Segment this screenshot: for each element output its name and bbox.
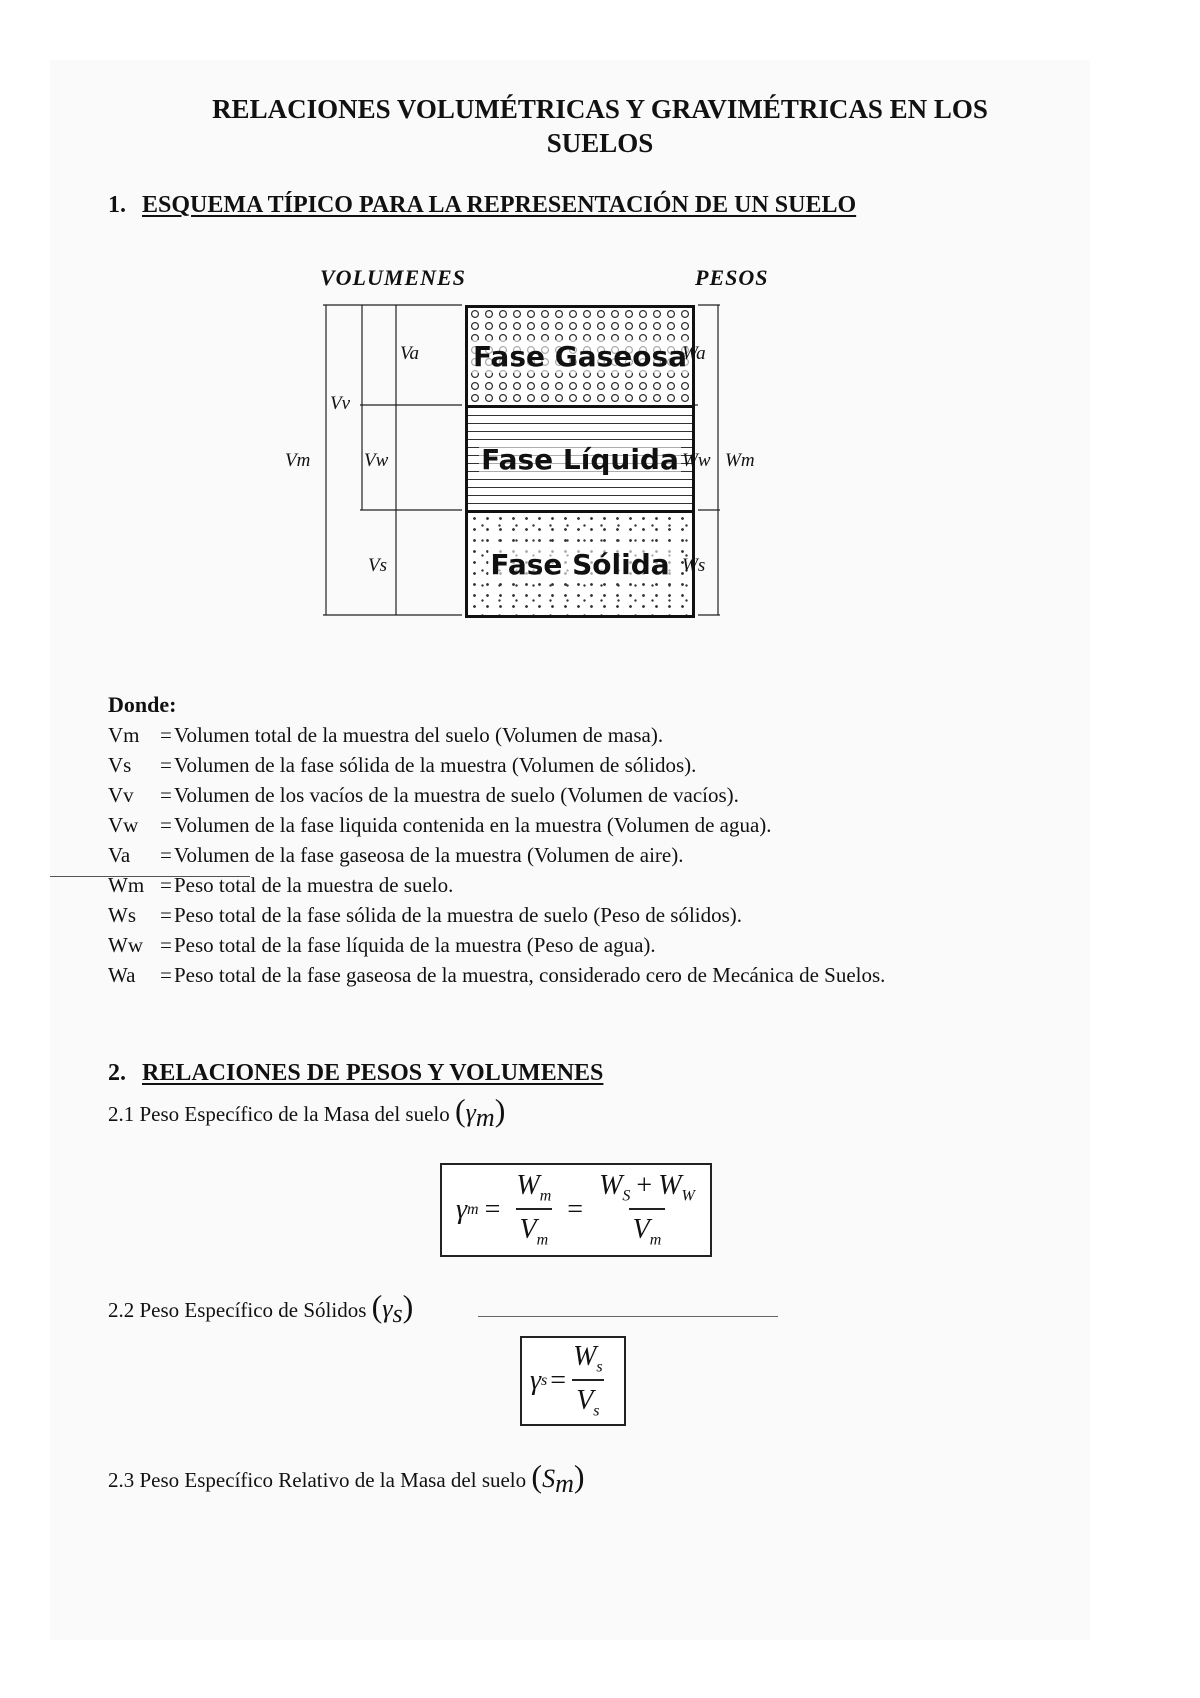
- f1-fraction-2: [595, 1170, 699, 1249]
- gas-phase-box: [465, 305, 695, 408]
- f2-gamma: γ: [530, 1365, 542, 1396]
- f2-fraction: [569, 1341, 607, 1420]
- sym-v: V: [519, 1214, 537, 1245]
- definition-row: [108, 750, 1068, 780]
- paren-close: ): [402, 1288, 414, 1324]
- sym-v: V: [576, 1385, 594, 1416]
- def-text: Volumen de la fase liquida contenida en la muestra (Volumen de agua).: [174, 813, 772, 837]
- label-vs: Vs: [368, 555, 387, 576]
- paren-open: (: [455, 1092, 466, 1128]
- s-symbol: S: [542, 1464, 556, 1493]
- def-text: Peso total de la fase sólida de la muestra de suelo (Peso de sólidos).: [174, 903, 743, 927]
- scan-line: [478, 1316, 778, 1317]
- liquid-phase-label: Fase Líquida: [481, 442, 679, 476]
- def-text: Volumen de los vacíos de la muestra de suelo (Volumen de vacíos).: [174, 783, 739, 807]
- section-1-title: ESQUEMA TÍPICO PARA LA REPRESENTACIÓN DE UN SUELO: [142, 192, 857, 218]
- f2-eq: =: [550, 1365, 567, 1396]
- paren-close: ): [573, 1458, 585, 1494]
- definitions-list: [108, 720, 1068, 990]
- def-text: Volumen de la fase gaseosa de la muestra (Volumen de aire).: [174, 843, 684, 867]
- f2-num: [569, 1341, 607, 1379]
- sub-m: m: [475, 1103, 495, 1133]
- paren-open: (: [531, 1458, 543, 1494]
- subsection-2-2: [108, 1288, 414, 1329]
- formula-box-gamma-s: [520, 1336, 626, 1426]
- volumes-label: VOLUMENES: [320, 265, 466, 290]
- sub-w: W: [681, 1188, 695, 1205]
- definition-row: [108, 810, 1068, 840]
- def-equals: =: [160, 873, 172, 897]
- definition-row: [108, 840, 1068, 870]
- def-equals: =: [160, 723, 172, 747]
- def-equals: =: [160, 933, 172, 957]
- f1-den-2: [629, 1208, 666, 1250]
- def-equals: =: [160, 753, 172, 777]
- def-symbol: Va: [108, 843, 131, 867]
- subsection-2-1-text: 2.1 Peso Específico de la Masa del suelo: [108, 1102, 450, 1126]
- sym-v: V: [632, 1214, 650, 1245]
- def-symbol: Wm: [108, 873, 145, 897]
- plus: +: [636, 1170, 653, 1202]
- sym-w: W: [658, 1170, 682, 1202]
- def-symbol: Vs: [108, 753, 132, 777]
- f1-eq-2: =: [567, 1194, 584, 1225]
- document-title: [0, 92, 1200, 160]
- label-vv: Vv: [330, 393, 351, 414]
- def-symbol: Wa: [108, 963, 136, 987]
- def-equals: =: [160, 843, 172, 867]
- sym-w: W: [599, 1170, 623, 1202]
- solid-phase-box: [465, 510, 695, 618]
- def-equals: =: [160, 963, 172, 987]
- def-symbol: Ws: [108, 903, 136, 927]
- sym-w: W: [573, 1341, 597, 1373]
- f1-gamma: γ: [456, 1194, 468, 1225]
- gamma-symbol: γ: [382, 1294, 393, 1323]
- f1-den-1: [516, 1208, 553, 1250]
- section-1-heading: [108, 190, 856, 220]
- title-line-1: RELACIONES VOLUMÉTRICAS Y GRAVIMÉTRICAS EN LOS: [212, 94, 988, 124]
- sub-m: m: [555, 1469, 574, 1499]
- definition-row: [108, 960, 1068, 990]
- subsection-2-3-text: 2.3 Peso Específico Relativo de la Masa del suelo: [108, 1468, 527, 1492]
- subsection-2-3: [108, 1458, 585, 1499]
- section-2-number: 2.: [108, 1060, 126, 1086]
- f1-sub-m: m: [467, 1201, 479, 1218]
- paren-close: ): [494, 1092, 506, 1128]
- gas-phase-label: Fase Gaseosa: [472, 340, 688, 373]
- liquid-phase-box: [465, 405, 695, 513]
- f1-eq-1: =: [484, 1194, 501, 1225]
- weights-label: PESOS: [695, 265, 769, 290]
- label-ws: Ws: [682, 555, 706, 576]
- soil-phase-diagram: [285, 265, 800, 675]
- def-text: Peso total de la fase líquida de la muestra (Peso de agua).: [174, 933, 656, 957]
- sub-m: m: [536, 1231, 549, 1249]
- definition-row: [108, 930, 1068, 960]
- def-symbol: Vv: [108, 783, 134, 807]
- subsection-2-2-text: 2.2 Peso Específico de Sólidos: [108, 1298, 367, 1322]
- f2-den: [572, 1379, 603, 1421]
- def-symbol: Vm: [108, 723, 140, 747]
- def-text: Peso total de la muestra de suelo.: [174, 873, 454, 897]
- sub-s: s: [593, 1402, 600, 1420]
- gamma-symbol: γ: [465, 1098, 476, 1127]
- sub-m: m: [649, 1231, 662, 1249]
- def-equals: =: [160, 783, 172, 807]
- label-va: Va: [400, 343, 419, 364]
- f1-num-2: [595, 1170, 699, 1208]
- definition-row: [108, 870, 1068, 900]
- section-2-title: RELACIONES DE PESOS Y VOLUMENES: [142, 1060, 604, 1086]
- f2-sub-s: s: [541, 1372, 548, 1389]
- definition-row: [108, 900, 1068, 930]
- def-text: Volumen total de la muestra del suelo (Volumen de masa).: [174, 723, 664, 747]
- f1-fraction-1: [512, 1170, 555, 1249]
- subsection-2-1: [108, 1092, 506, 1133]
- sym-w: W: [516, 1170, 540, 1202]
- section-2-heading: [108, 1058, 603, 1088]
- f1-num-1: [512, 1170, 555, 1208]
- label-wa: Wa: [682, 343, 706, 364]
- def-text: Volumen de la fase sólida de la muestra (Volumen de sólidos).: [174, 753, 697, 777]
- label-vm: Vm: [285, 450, 311, 471]
- def-symbol: Vw: [108, 813, 139, 837]
- sub-m: m: [539, 1188, 552, 1205]
- solid-phase-label: Fase Sólida: [490, 547, 670, 581]
- sub-s: S: [622, 1188, 631, 1205]
- paren-open: (: [371, 1288, 383, 1324]
- donde-heading: Donde:: [108, 692, 177, 717]
- label-wm: Wm: [725, 450, 755, 471]
- formula-box-gamma-m: [440, 1163, 712, 1257]
- def-equals: =: [160, 813, 172, 837]
- sub-s: s: [392, 1299, 403, 1329]
- def-equals: =: [160, 903, 172, 927]
- definition-row: [108, 720, 1068, 750]
- label-ww: Ww: [682, 450, 711, 471]
- def-text: Peso total de la fase gaseosa de la muestra, considerado cero de Mecánica de Suelos.: [174, 963, 886, 987]
- sub-s: s: [596, 1359, 603, 1376]
- definition-row: [108, 780, 1068, 810]
- def-symbol: Ww: [108, 933, 143, 957]
- label-vw: Vw: [364, 450, 389, 471]
- section-1-number: 1.: [108, 192, 126, 218]
- title-line-2: SUELOS: [546, 128, 654, 158]
